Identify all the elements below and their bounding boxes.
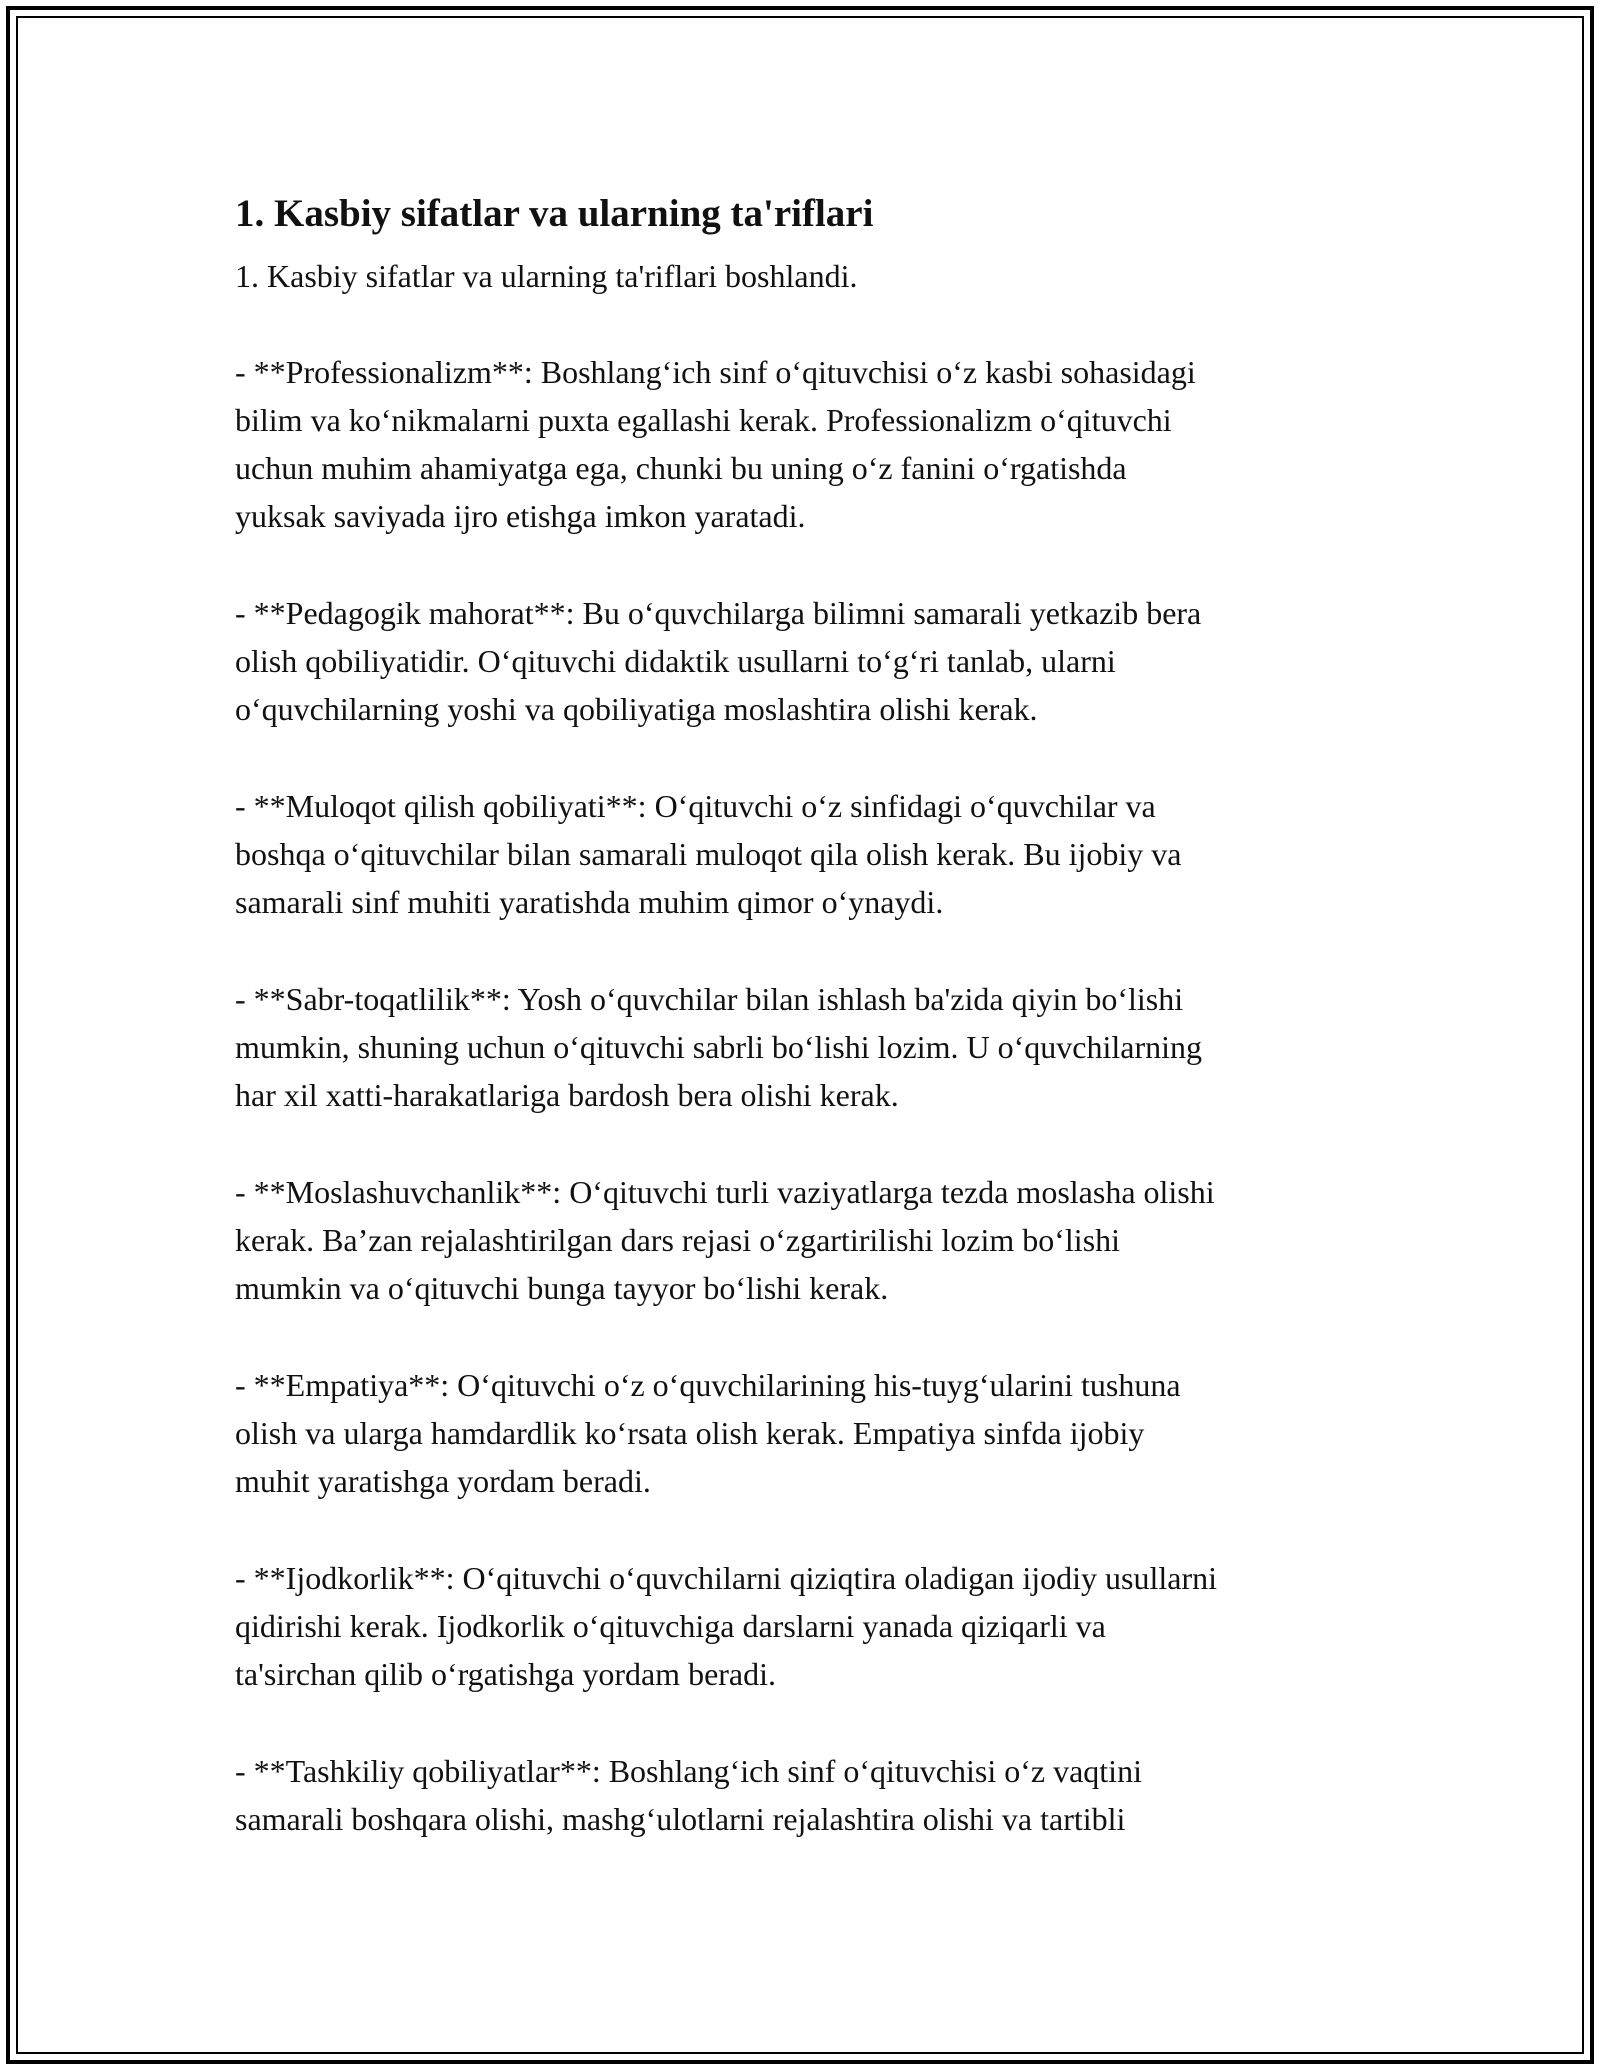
intro-line: 1. Kasbiy sifatlar va ularning ta'riflari boshlandi. [235,258,858,294]
paragraph-line: - **Tashkiliy qobiliyatlar**: Boshlang‘ich sinf o‘qituvchisi o‘z vaqtini [235,1753,1142,1789]
paragraph-line: boshqa o‘qituvchilar bilan samarali muloqot qila olish kerak. Bu ijobiy va [235,836,1182,872]
paragraph-line: ta'sirchan qilib o‘rgatishga yordam beradi. [235,1656,777,1692]
paragraph [235,348,1375,540]
paragraph-line: har xil xatti-harakatlariga bardosh bera olishi kerak. [235,1077,899,1113]
paragraph-line: - **Pedagogik mahorat**: Bu o‘quvchilarga bilimni samarali yetkazib bera [235,595,1202,631]
paragraph-line: uchun muhim ahamiyatga ega, chunki bu uning o‘z fanini o‘rgatishda [235,450,1127,486]
document-title: 1. Kasbiy sifatlar va ularning ta'riflari [235,192,874,235]
paragraph-line: mumkin, shuning uchun o‘qituvchi sabrli bo‘lishi lozim. U o‘quvchilarning [235,1029,1202,1065]
paragraph-line: - **Empatiya**: O‘qituvchi o‘z o‘quvchilarining his-tuyg‘ularini tushuna [235,1367,1181,1403]
paragraph [235,1554,1375,1698]
paragraph-line: olish va ularga hamdardlik ko‘rsata olish kerak. Empatiya sinfda ijobiy [235,1415,1145,1451]
paragraph-line: muhit yaratishga yordam beradi. [235,1463,651,1499]
paragraph-line: - **Ijodkorlik**: O‘qituvchi o‘quvchilarni qiziqtira oladigan ijodiy usullarni [235,1560,1218,1596]
paragraph [235,1168,1375,1312]
paragraph-line: - **Professionalizm**: Boshlang‘ich sinf o‘qituvchisi o‘z kasbi sohasidagi [235,354,1196,390]
paragraph-line: bilim va ko‘nikmalarni puxta egallashi kerak. Professionalizm o‘qituvchi [235,402,1172,438]
paragraph-line: - **Moslashuvchanlik**: O‘qituvchi turli vaziyatlarga tezda moslasha olishi [235,1174,1215,1210]
paragraph-list [235,348,1375,1843]
paragraph-line: qidirishi kerak. Ijodkorlik o‘qituvchiga darslarni yanada qiziqarli va [235,1608,1106,1644]
paragraph-line: mumkin va o‘qituvchi bunga tayyor bo‘lishi kerak. [235,1270,889,1306]
paragraph [235,589,1375,733]
paragraph [235,782,1375,926]
paragraph-line: kerak. Ba’zan rejalashtirilgan dars rejasi o‘zgartirilishi lozim bo‘lishi [235,1222,1121,1258]
paragraph-line: samarali boshqara olishi, mashg‘ulotlarni rejalashtira olishi va tartibli [235,1801,1126,1837]
paragraph-line: samarali sinf muhiti yaratishda muhim qimor o‘ynaydi. [235,884,944,920]
paragraph [235,1747,1375,1843]
paragraph-line: o‘quvchilarning yoshi va qobiliyatiga moslashtira olishi kerak. [235,691,1038,727]
paragraph-line: yuksak saviyada ijro etishga imkon yaratadi. [235,498,806,534]
paragraph [235,975,1375,1119]
document-body [235,186,1375,1892]
paragraph-line: - **Sabr-toqatlilik**: Yosh o‘quvchilar bilan ishlash ba'zida qiyin bo‘lishi [235,981,1184,1017]
paragraph-line: olish qobiliyatidir. O‘qituvchi didaktik usullarni to‘g‘ri tanlab, ularni [235,643,1116,679]
paragraph [235,1361,1375,1505]
paragraph-line: - **Muloqot qilish qobiliyati**: O‘qituvchi o‘z sinfidagi o‘quvchilar va [235,788,1156,824]
